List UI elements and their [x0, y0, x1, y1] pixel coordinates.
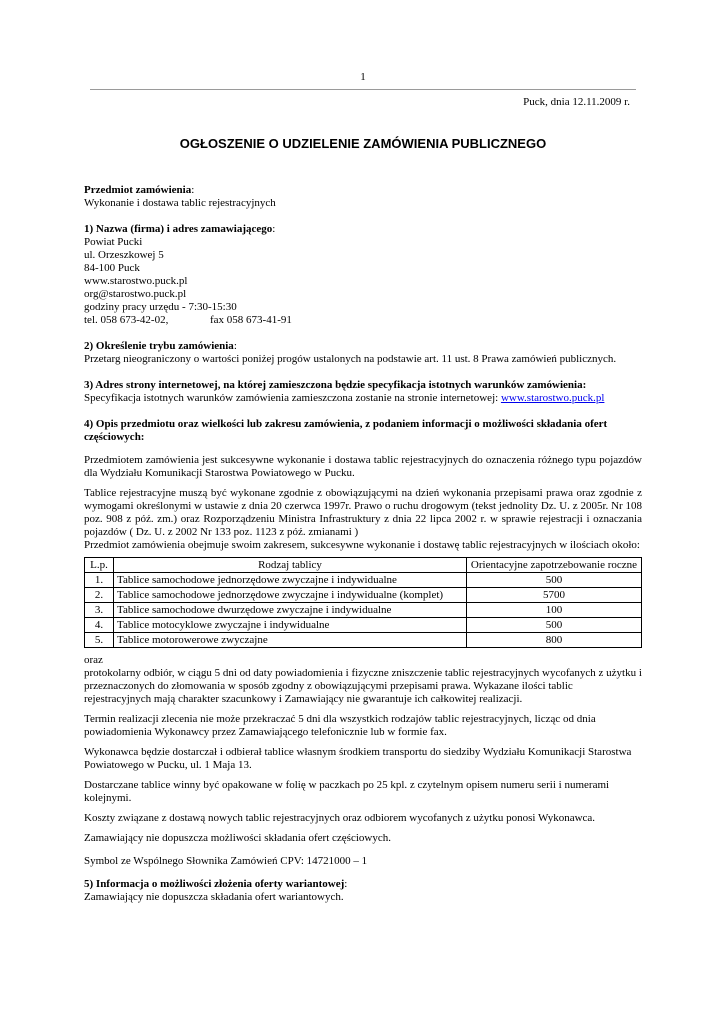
section3-text [84, 392, 642, 405]
section5-text: Zamawiający nie dopuszcza składania ofert wariantowych. [84, 891, 344, 903]
table-row [85, 603, 642, 618]
section5-heading [84, 878, 642, 891]
section2-heading-colon: : [233, 340, 237, 352]
subject-text: Wykonanie i dostawa tablic rejestracyjnych [84, 197, 276, 209]
header-demand: Orientacyjne zapotrzebowanie roczne [467, 558, 642, 573]
section5-heading-text: 5) Informacja o możliwości złożenia oferty wariantowej [84, 878, 345, 890]
address-line: ul. Orzeszkowej 5 [84, 249, 164, 261]
subject-heading-text: Przedmiot zamówienia [84, 184, 192, 196]
section4-para1: Przedmiotem zamówienia jest sukcesywne wykonanie i dostawa tablic rejestracyjnych do oznaczenia różnego typu pojazdów dla Wydziału Komunikacji Starostwa Powiatowego w Pucku. [84, 454, 642, 479]
table-header-row [85, 558, 642, 573]
cell-lp: 3. [85, 603, 114, 618]
section4-para4: protokolarny odbiór, w ciągu 5 dni od daty powiadomienia i fizyczne zniszczenie tablic rejestracyjnych wycofanych z użytku i przeznaczonych do złomowania w sposób zgodny z obowiązującymi przepisami prawa. Wykazane ilości tablic rejestracyjnych mają charakter szacunkowy i Zamawiający nie gwarantuje ich całkowitej realizacji. [84, 667, 642, 705]
header-lp: L.p. [85, 558, 114, 573]
table-row [85, 618, 642, 633]
section2-heading [84, 340, 642, 353]
cell-demand: 100 [467, 603, 642, 618]
page-number: 1 [360, 71, 366, 83]
cell-type: Tablice motocyklowe zwyczajne i indywidualne [114, 618, 467, 633]
cell-demand: 500 [467, 618, 642, 633]
section3-heading: 3) Adres strony internetowej, na której zamieszczona będzie specyfikacja istotnych warunków zamówienia: [84, 379, 587, 391]
address-line: 84-100 Puck [84, 262, 140, 274]
section2-text: Przetarg nieograniczony o wartości poniżej progów ustalonych na podstawie art. 11 ust. 8 Prawa zamówień publicznych. [84, 353, 617, 365]
section4-para5: Termin realizacji zlecenia nie może przekraczać 5 dni dla wszystkich rodzajów tablic rejestracyjnych, licząc od dnia powiadomienia Wykonawcy przez Zamawiającego telefonicznie lub w formie fax. [84, 713, 596, 738]
document-body [84, 184, 642, 904]
section4-para8: Koszty związane z dostawą nowych tablic rejestracyjnych oraz odbiorem wycofanych z użytku ponosi Wykonawca. [84, 812, 596, 824]
cell-demand: 500 [467, 573, 642, 588]
cell-lp: 4. [85, 618, 114, 633]
section4-oraz: oraz [84, 654, 103, 666]
cell-type: Tablice samochodowe dwurzędowe zwyczajne i indywidualne [114, 603, 467, 618]
cell-type: Tablice samochodowe jednorzędowe zwyczajne i indywidualne [114, 573, 467, 588]
header-rule [90, 89, 636, 90]
section4-para7: Dostarczane tablice winny być opakowane w folię w paczkach po 25 kpl. z czytelnym opisem numeru serii i numerami kolejnymi. [84, 779, 610, 804]
table-row [85, 588, 642, 603]
table-row [85, 573, 642, 588]
section5-heading-colon: : [344, 878, 348, 890]
cell-demand: 5700 [467, 588, 642, 603]
contact-line [84, 314, 642, 327]
plates-table [84, 557, 642, 648]
section4-para6: Wykonawca będzie dostarczał i odbierał tablice własnym środkiem transportu do siedziby Wydziału Komunikacji Starostwa Powiatowego w Pucku, ul. 1 Maja 13. [84, 746, 632, 771]
subject-heading [84, 184, 642, 197]
address-line: www.starostwo.puck.pl [84, 275, 188, 287]
section4-para2: Tablice rejestracyjne muszą być wykonane zgodnie z obowiązującymi na dzień wykonania przepisami prawa oraz zgodnie z wymogami określonymi w ustawie z dnia 20 czerwca 1997r. Prawo o ruchu drogowym (tekst jednolity Dz. U. z 2005r. Nr 108 poz. 908 z póź. zm.) oraz Rozporządzeniu Ministra Infrastruktury z dnia 22 lipca 2002 r. w sprawie rejestracji i oznaczania pojazdów ( Dz. U. z 2002 Nr 133 poz. 1123 z póź. zmianami ) [84, 487, 642, 538]
address-line: godziny pracy urzędu - 7:30-15:30 [84, 301, 237, 313]
cell-type: Tablice motorowerowe zwyczajne [114, 633, 467, 648]
table-row [85, 633, 642, 648]
date-line: Puck, dnia 12.11.2009 r. [523, 96, 630, 108]
section3-text-body: Specyfikacja istotnych warunków zamówienia zamieszczona zostanie na stronie internetowej: [84, 392, 499, 404]
section4-para9: Zamawiający nie dopuszcza możliwości składania ofert częściowych. [84, 832, 391, 844]
address-line: org@starostwo.puck.pl [84, 288, 187, 300]
address-line: Powiat Pucki [84, 236, 143, 248]
section1-heading-text: 1) Nazwa (firma) i adres zamawiającego [84, 223, 273, 235]
fax-text: fax 058 673-41-91 [210, 314, 292, 326]
cell-lp: 2. [85, 588, 114, 603]
cpv-symbol: Symbol ze Wspólnego Słownika Zamówień CPV: 14721000 – 1 [84, 855, 368, 867]
section4-para3: Przedmiot zamówienia obejmuje swoim zakresem, sukcesywne wykonanie i dostawę tablic rejestracyjnych w ilościach około: [84, 539, 640, 551]
section1-heading-colon: : [272, 223, 276, 235]
section1-heading [84, 223, 642, 236]
section4-heading: 4) Opis przedmiotu oraz wielkości lub zakresu zamówienia, z podaniem informacji o możliwości składania ofert częściowych: [84, 418, 608, 443]
cell-type: Tablice samochodowe jednorzędowe zwyczajne i indywidualne (komplet) [114, 588, 467, 603]
starostwo-link[interactable]: www.starostwo.puck.pl [500, 392, 605, 404]
cell-demand: 800 [467, 633, 642, 648]
subject-heading-colon: : [191, 184, 195, 196]
document-title: OGŁOSZENIE O UDZIELENIE ZAMÓWIENIA PUBLICZNEGO [179, 136, 547, 151]
cell-lp: 1. [85, 573, 114, 588]
tel-text: tel. 058 673-42-02, [84, 314, 169, 326]
header-type: Rodzaj tablicy [114, 558, 467, 573]
cell-lp: 5. [85, 633, 114, 648]
section2-heading-text: 2) Określenie trybu zamówienia [84, 340, 234, 352]
